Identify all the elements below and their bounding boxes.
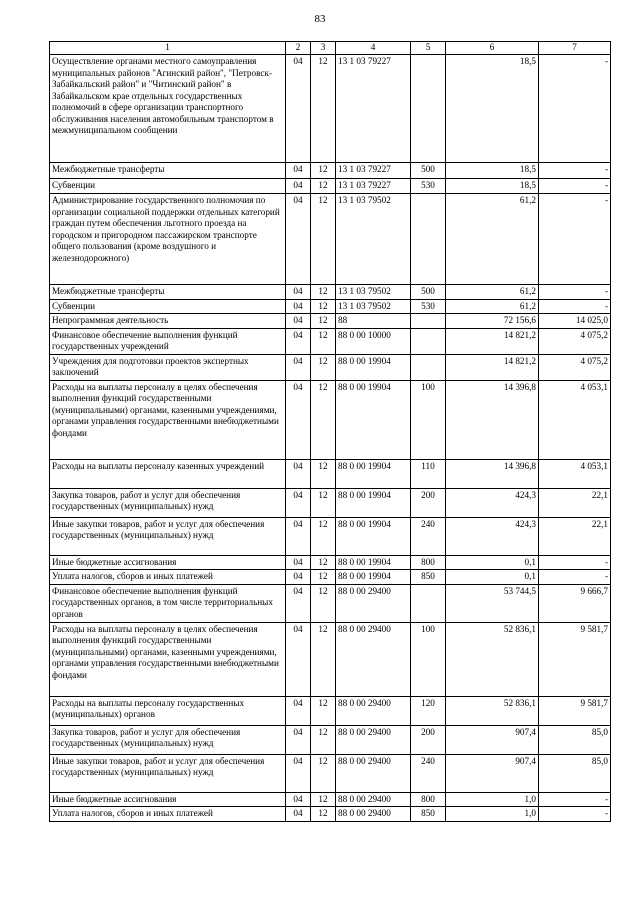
row-name: Межбюджетные трансферты — [50, 163, 286, 179]
cell-value-col6: 72 156,6 — [446, 314, 539, 329]
cell-section: 04 — [286, 622, 311, 696]
cell-target-article: 13 1 03 79502 — [336, 285, 411, 300]
cell-value-col6: 18,5 — [446, 179, 539, 194]
cell-value-col7: - — [539, 299, 611, 314]
cell-value-col7: 85,0 — [539, 725, 611, 754]
row-name: Расходы на выплаты персоналу казенных учреждений — [50, 459, 286, 488]
cell-subsection: 12 — [311, 584, 336, 622]
table-row — [50, 807, 611, 822]
cell-value-col7: - — [539, 55, 611, 163]
cell-expense-type: 200 — [411, 488, 446, 517]
table-row — [50, 696, 611, 725]
cell-expense-type: 500 — [411, 163, 446, 179]
cell-expense-type: 850 — [411, 807, 446, 822]
cell-expense-type: 530 — [411, 179, 446, 194]
cell-subsection: 12 — [311, 179, 336, 194]
cell-value-col7: - — [539, 179, 611, 194]
cell-target-article: 88 0 00 19904 — [336, 354, 411, 380]
cell-subsection: 12 — [311, 517, 336, 555]
cell-section: 04 — [286, 194, 311, 285]
column-header: 4 — [336, 42, 411, 55]
cell-value-col6: 53 744,5 — [446, 584, 539, 622]
cell-value-col6: 14 821,2 — [446, 328, 539, 354]
cell-target-article: 88 0 00 29400 — [336, 725, 411, 754]
cell-value-col6: 1,0 — [446, 792, 539, 807]
cell-value-col7: 4 075,2 — [539, 328, 611, 354]
budget-table — [49, 41, 611, 822]
cell-target-article: 88 0 00 19904 — [336, 570, 411, 585]
cell-expense-type: 800 — [411, 555, 446, 570]
cell-value-col6: 18,5 — [446, 163, 539, 179]
cell-subsection: 12 — [311, 792, 336, 807]
cell-subsection: 12 — [311, 354, 336, 380]
cell-target-article: 13 1 03 79227 — [336, 179, 411, 194]
cell-target-article: 88 0 00 19904 — [336, 459, 411, 488]
row-name: Субвенции — [50, 299, 286, 314]
cell-subsection: 12 — [311, 163, 336, 179]
cell-value-col7: 22,1 — [539, 517, 611, 555]
cell-value-col6: 14 396,8 — [446, 459, 539, 488]
row-name: Расходы на выплаты персоналу в целях обеспечения выполнения функций государственными (муниципальными) органами, казенными учреждениями, органами управления государственными внебюджетными фондами — [50, 380, 286, 459]
cell-value-col7: - — [539, 194, 611, 285]
cell-section: 04 — [286, 163, 311, 179]
cell-value-col7: 22,1 — [539, 488, 611, 517]
cell-expense-type — [411, 354, 446, 380]
cell-target-article: 13 1 03 79227 — [336, 163, 411, 179]
cell-section: 04 — [286, 354, 311, 380]
cell-subsection: 12 — [311, 194, 336, 285]
row-name: Расходы на выплаты персоналу в целях обеспечения выполнения функций государственными (муниципальными) органами, казенными учреждениями, органами управления государственными внебюджетными фондами — [50, 622, 286, 696]
cell-expense-type: 100 — [411, 622, 446, 696]
cell-section: 04 — [286, 584, 311, 622]
table-row — [50, 299, 611, 314]
table-row — [50, 622, 611, 696]
cell-subsection: 12 — [311, 570, 336, 585]
cell-value-col6: 52 836,1 — [446, 622, 539, 696]
table-row — [50, 517, 611, 555]
table-row — [50, 328, 611, 354]
cell-subsection: 12 — [311, 380, 336, 459]
row-name: Расходы на выплаты персоналу государственных (муниципальных) органов — [50, 696, 286, 725]
row-name: Учреждения для подготовки проектов экспертных заключений — [50, 354, 286, 380]
row-name: Закупка товаров, работ и услуг для обеспечения государственных (муниципальных) нужд — [50, 488, 286, 517]
cell-section: 04 — [286, 725, 311, 754]
cell-value-col7: - — [539, 555, 611, 570]
cell-expense-type: 120 — [411, 696, 446, 725]
cell-section: 04 — [286, 380, 311, 459]
cell-value-col7: 14 025,0 — [539, 314, 611, 329]
cell-value-col7: 9 581,7 — [539, 696, 611, 725]
cell-section: 04 — [286, 314, 311, 329]
cell-target-article: 13 1 03 79502 — [336, 299, 411, 314]
cell-subsection: 12 — [311, 555, 336, 570]
header-row — [50, 42, 611, 55]
cell-target-article: 13 1 03 79227 — [336, 55, 411, 163]
cell-expense-type: 500 — [411, 285, 446, 300]
column-header: 6 — [446, 42, 539, 55]
cell-subsection: 12 — [311, 696, 336, 725]
cell-expense-type: 100 — [411, 380, 446, 459]
table-row — [50, 179, 611, 194]
cell-target-article: 88 0 00 29400 — [336, 622, 411, 696]
cell-section: 04 — [286, 299, 311, 314]
cell-subsection: 12 — [311, 754, 336, 792]
cell-target-article: 88 0 00 29400 — [336, 754, 411, 792]
row-name: Иные закупки товаров, работ и услуг для обеспечения государственных (муниципальных) нужд — [50, 517, 286, 555]
cell-value-col6: 0,1 — [446, 570, 539, 585]
cell-expense-type: 530 — [411, 299, 446, 314]
cell-expense-type: 800 — [411, 792, 446, 807]
table-row — [50, 570, 611, 585]
cell-section: 04 — [286, 285, 311, 300]
cell-expense-type — [411, 194, 446, 285]
cell-value-col6: 424,3 — [446, 488, 539, 517]
cell-target-article: 88 0 00 19904 — [336, 380, 411, 459]
cell-target-article: 13 1 03 79502 — [336, 194, 411, 285]
row-name: Иные бюджетные ассигнования — [50, 555, 286, 570]
table-row — [50, 792, 611, 807]
cell-subsection: 12 — [311, 459, 336, 488]
row-name: Субвенции — [50, 179, 286, 194]
cell-subsection: 12 — [311, 299, 336, 314]
cell-expense-type: 240 — [411, 517, 446, 555]
cell-value-col7: - — [539, 807, 611, 822]
cell-subsection: 12 — [311, 622, 336, 696]
table-row — [50, 55, 611, 163]
cell-section: 04 — [286, 459, 311, 488]
cell-expense-type — [411, 55, 446, 163]
cell-subsection: 12 — [311, 285, 336, 300]
cell-value-col7: 4 053,1 — [539, 380, 611, 459]
cell-section: 04 — [286, 555, 311, 570]
cell-value-col6: 61,2 — [446, 194, 539, 285]
cell-value-col7: 4 075,2 — [539, 354, 611, 380]
row-name: Финансовое обеспечение выполнения функций государственных органов, в том числе территориальных органов — [50, 584, 286, 622]
cell-section: 04 — [286, 807, 311, 822]
table-row — [50, 194, 611, 285]
row-name: Межбюджетные трансферты — [50, 285, 286, 300]
column-header: 1 — [50, 42, 286, 55]
cell-target-article: 88 0 00 19904 — [336, 488, 411, 517]
page-number: 83 — [314, 13, 326, 25]
cell-value-col7: 9 666,7 — [539, 584, 611, 622]
cell-value-col6: 14 396,8 — [446, 380, 539, 459]
table-body — [50, 55, 611, 822]
cell-section: 04 — [286, 696, 311, 725]
cell-target-article: 88 0 00 29400 — [336, 696, 411, 725]
cell-expense-type: 240 — [411, 754, 446, 792]
table-row — [50, 584, 611, 622]
cell-section: 04 — [286, 179, 311, 194]
table-row — [50, 314, 611, 329]
table-row — [50, 163, 611, 179]
cell-value-col7: 85,0 — [539, 754, 611, 792]
row-name: Администрирование государственного полномочия по организации социальной поддержки отдельных категорий граждан путем обеспечения льготного проезда на городском и пригородном пассажирском транспорте общего пользования (кроме воздушного и железнодорожного) — [50, 194, 286, 285]
cell-value-col7: - — [539, 792, 611, 807]
cell-subsection: 12 — [311, 807, 336, 822]
cell-value-col6: 61,2 — [446, 299, 539, 314]
cell-value-col6: 907,4 — [446, 754, 539, 792]
cell-value-col6: 18,5 — [446, 55, 539, 163]
table-row — [50, 354, 611, 380]
cell-value-col6: 1,0 — [446, 807, 539, 822]
row-name: Уплата налогов, сборов и иных платежей — [50, 807, 286, 822]
row-name: Осуществление органами местного самоуправления муниципальных районов "Агинский район", "Петровск-Забайкальский район" и "Читинский район" в Забайкальском крае отдельных государственных полномочий в сфере организации транспортного обслуживания населения автомобильным транспортом в межмуниципальном сообщении — [50, 55, 286, 163]
table-row — [50, 725, 611, 754]
column-header: 7 — [539, 42, 611, 55]
cell-value-col6: 14 821,2 — [446, 354, 539, 380]
cell-expense-type — [411, 584, 446, 622]
cell-value-col6: 907,4 — [446, 725, 539, 754]
cell-value-col6: 424,3 — [446, 517, 539, 555]
cell-expense-type — [411, 328, 446, 354]
cell-value-col7: 4 053,1 — [539, 459, 611, 488]
cell-section: 04 — [286, 792, 311, 807]
table-row — [50, 285, 611, 300]
cell-value-col7: - — [539, 285, 611, 300]
table-row — [50, 754, 611, 792]
cell-section: 04 — [286, 570, 311, 585]
cell-section: 04 — [286, 55, 311, 163]
cell-value-col6: 61,2 — [446, 285, 539, 300]
cell-subsection: 12 — [311, 328, 336, 354]
row-name: Закупка товаров, работ и услуг для обеспечения государственных (муниципальных) нужд — [50, 725, 286, 754]
cell-value-col7: - — [539, 570, 611, 585]
cell-target-article: 88 — [336, 314, 411, 329]
table-row — [50, 555, 611, 570]
cell-value-col6: 0,1 — [446, 555, 539, 570]
cell-subsection: 12 — [311, 55, 336, 163]
cell-expense-type — [411, 314, 446, 329]
cell-target-article: 88 0 00 29400 — [336, 807, 411, 822]
row-name: Иные бюджетные ассигнования — [50, 792, 286, 807]
cell-expense-type: 110 — [411, 459, 446, 488]
cell-target-article: 88 0 00 29400 — [336, 792, 411, 807]
table-row — [50, 380, 611, 459]
cell-subsection: 12 — [311, 314, 336, 329]
cell-expense-type: 850 — [411, 570, 446, 585]
cell-value-col7: 9 581,7 — [539, 622, 611, 696]
cell-section: 04 — [286, 754, 311, 792]
cell-subsection: 12 — [311, 725, 336, 754]
cell-target-article: 88 0 00 19904 — [336, 517, 411, 555]
cell-section: 04 — [286, 328, 311, 354]
cell-section: 04 — [286, 517, 311, 555]
cell-target-article: 88 0 00 29400 — [336, 584, 411, 622]
column-header: 2 — [286, 42, 311, 55]
table-row — [50, 459, 611, 488]
row-name: Финансовое обеспечение выполнения функций государственных учреждений — [50, 328, 286, 354]
row-name: Уплата налогов, сборов и иных платежей — [50, 570, 286, 585]
cell-subsection: 12 — [311, 488, 336, 517]
cell-section: 04 — [286, 488, 311, 517]
cell-value-col6: 52 836,1 — [446, 696, 539, 725]
column-header: 3 — [311, 42, 336, 55]
cell-target-article: 88 0 00 10000 — [336, 328, 411, 354]
row-name: Иные закупки товаров, работ и услуг для обеспечения государственных (муниципальных) нужд — [50, 754, 286, 792]
cell-target-article: 88 0 00 19904 — [336, 555, 411, 570]
table-row — [50, 488, 611, 517]
cell-expense-type: 200 — [411, 725, 446, 754]
column-header: 5 — [411, 42, 446, 55]
cell-value-col7: - — [539, 163, 611, 179]
row-name: Непрограммная деятельность — [50, 314, 286, 329]
